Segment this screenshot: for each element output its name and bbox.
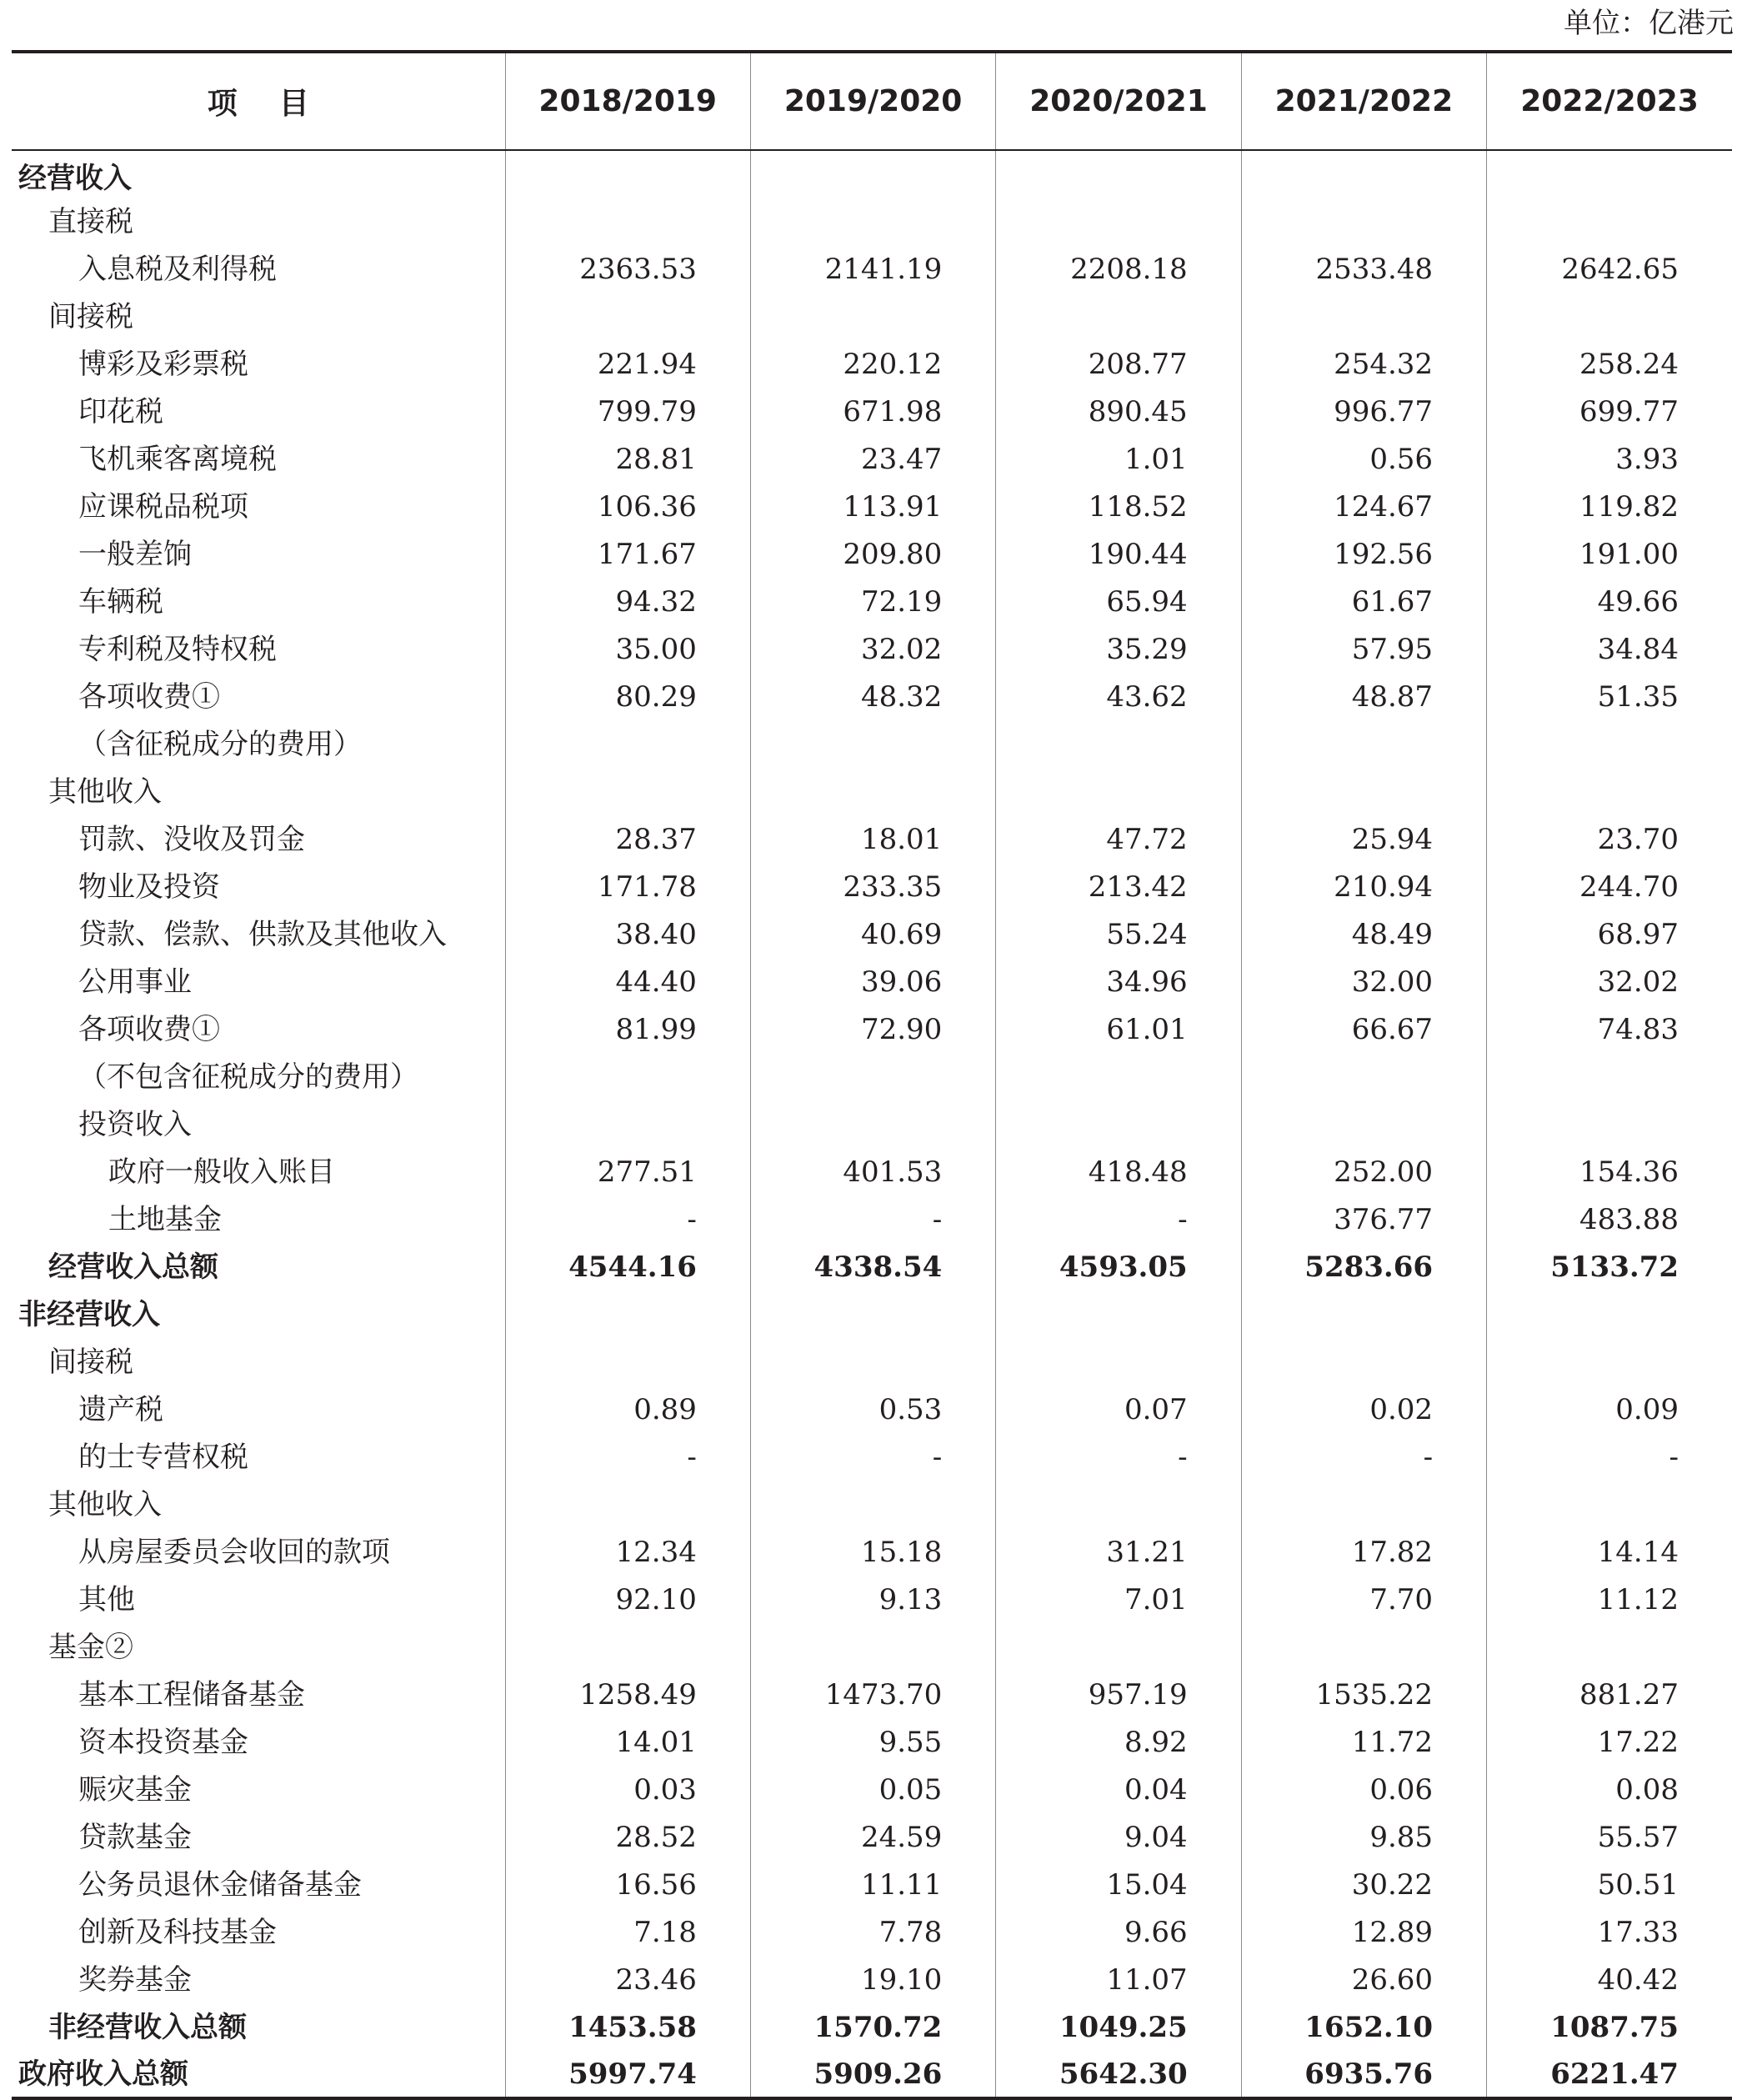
table-row xyxy=(12,578,1732,625)
value-cell: 2642.65 xyxy=(1487,245,1732,293)
value-cell: 35.29 xyxy=(996,625,1241,673)
value-cell: 208.77 xyxy=(996,340,1241,388)
table-row xyxy=(12,720,1732,768)
row-label: 入息税及利得税 xyxy=(78,252,277,286)
row-label: 非经营收入总额 xyxy=(48,2010,247,2044)
value-cell: 26.60 xyxy=(1241,1956,1486,2003)
value-cell: 1473.70 xyxy=(750,1671,995,1718)
value-cell: 32.02 xyxy=(750,625,995,673)
table-body xyxy=(12,150,1732,2098)
value-cell: 890.45 xyxy=(996,388,1241,435)
value-cell: 11.12 xyxy=(1487,1576,1732,1623)
value-cell xyxy=(1241,198,1486,245)
row-label: 各项收费① xyxy=(78,679,220,714)
value-cell: 5909.26 xyxy=(750,2051,995,2098)
row-label: 从房屋委员会收回的款项 xyxy=(78,1535,390,1569)
value-cell: 2208.18 xyxy=(996,245,1241,293)
value-cell: 1049.25 xyxy=(996,2003,1241,2051)
value-cell: 6221.47 xyxy=(1487,2051,1732,2098)
value-cell: 17.22 xyxy=(1487,1718,1732,1766)
value-cell: 19.10 xyxy=(750,1956,995,2003)
value-cell xyxy=(1241,1338,1486,1386)
value-cell xyxy=(1487,198,1732,245)
value-cell: 47.72 xyxy=(996,815,1241,863)
value-cell: 32.02 xyxy=(1487,958,1732,1005)
value-cell: 671.98 xyxy=(750,388,995,435)
value-cell: 210.94 xyxy=(1241,863,1486,910)
value-cell: 7.18 xyxy=(505,1908,750,1956)
value-cell xyxy=(1487,1481,1732,1528)
value-cell xyxy=(505,1338,750,1386)
value-cell: 190.44 xyxy=(996,530,1241,578)
value-cell: - xyxy=(505,1195,750,1243)
revenue-table xyxy=(12,50,1732,2100)
value-cell xyxy=(1487,1100,1732,1148)
value-cell: 2533.48 xyxy=(1241,245,1486,293)
value-cell xyxy=(1487,768,1732,815)
table-row xyxy=(12,1861,1732,1908)
value-cell: 11.11 xyxy=(750,1861,995,1908)
value-cell: 1087.75 xyxy=(1487,2003,1732,2051)
row-label: 的士专营权税 xyxy=(78,1440,248,1474)
value-cell xyxy=(505,293,750,340)
value-cell xyxy=(1241,1053,1486,1100)
table-row xyxy=(12,625,1732,673)
table-row xyxy=(12,1005,1732,1053)
table-header xyxy=(12,52,1732,150)
value-cell: - xyxy=(1241,1433,1486,1481)
value-cell xyxy=(1241,720,1486,768)
value-cell: 2141.19 xyxy=(750,245,995,293)
table-row xyxy=(12,150,1732,198)
row-label: 博彩及彩票税 xyxy=(78,347,248,381)
row-label: 其他收入 xyxy=(48,774,162,809)
value-cell xyxy=(1241,1100,1486,1148)
value-cell: 23.46 xyxy=(505,1956,750,2003)
value-cell xyxy=(996,1291,1241,1338)
value-cell: 1570.72 xyxy=(750,2003,995,2051)
value-cell: - xyxy=(750,1195,995,1243)
table-row xyxy=(12,1766,1732,1813)
value-cell xyxy=(1241,150,1486,198)
row-label: 罚款、没收及罚金 xyxy=(78,822,305,856)
value-cell: 92.10 xyxy=(505,1576,750,1623)
value-cell: 61.67 xyxy=(1241,578,1486,625)
value-cell: 48.49 xyxy=(1241,910,1486,958)
value-cell: 171.78 xyxy=(505,863,750,910)
value-cell: 50.51 xyxy=(1487,1861,1732,1908)
value-cell xyxy=(996,1053,1241,1100)
table-row xyxy=(12,815,1732,863)
value-cell xyxy=(750,1291,995,1338)
value-cell: 213.42 xyxy=(996,863,1241,910)
value-cell: 1258.49 xyxy=(505,1671,750,1718)
value-cell xyxy=(996,150,1241,198)
value-cell: 14.01 xyxy=(505,1718,750,1766)
value-cell: 15.04 xyxy=(996,1861,1241,1908)
value-cell: 119.82 xyxy=(1487,483,1732,530)
row-label: 车辆税 xyxy=(78,584,163,619)
value-cell xyxy=(996,720,1241,768)
row-label: 创新及科技基金 xyxy=(78,1915,277,1949)
table-row xyxy=(12,1908,1732,1956)
value-cell: 0.53 xyxy=(750,1386,995,1433)
value-cell: 12.34 xyxy=(505,1528,750,1576)
value-cell xyxy=(1487,720,1732,768)
row-label: 其他收入 xyxy=(48,1487,162,1521)
value-cell: 0.06 xyxy=(1241,1766,1486,1813)
value-cell: 68.97 xyxy=(1487,910,1732,958)
header-year: 2022/2023 xyxy=(1487,52,1732,150)
value-cell: 113.91 xyxy=(750,483,995,530)
value-cell: 14.14 xyxy=(1487,1528,1732,1576)
value-cell: 8.92 xyxy=(996,1718,1241,1766)
value-cell: 66.67 xyxy=(1241,1005,1486,1053)
value-cell: 0.05 xyxy=(750,1766,995,1813)
value-cell: 23.47 xyxy=(750,435,995,483)
value-cell: 5642.30 xyxy=(996,2051,1241,2098)
value-cell: 4338.54 xyxy=(750,1243,995,1291)
value-cell: 106.36 xyxy=(505,483,750,530)
value-cell: 51.35 xyxy=(1487,673,1732,720)
value-cell xyxy=(1487,1338,1732,1386)
value-cell: 32.00 xyxy=(1241,958,1486,1005)
table-row xyxy=(12,1291,1732,1338)
value-cell: 154.36 xyxy=(1487,1148,1732,1195)
table-row xyxy=(12,340,1732,388)
value-cell: 9.55 xyxy=(750,1718,995,1766)
table-row xyxy=(12,1623,1732,1671)
header-row xyxy=(12,52,1732,150)
row-label: 间接税 xyxy=(48,299,133,333)
value-cell: 40.42 xyxy=(1487,1956,1732,2003)
table-row xyxy=(12,1338,1732,1386)
value-cell: 39.06 xyxy=(750,958,995,1005)
value-cell: 3.93 xyxy=(1487,435,1732,483)
table-row xyxy=(12,1386,1732,1433)
value-cell: 483.88 xyxy=(1487,1195,1732,1243)
value-cell: 9.04 xyxy=(996,1813,1241,1861)
value-cell: 5283.66 xyxy=(1241,1243,1486,1291)
value-cell: 15.18 xyxy=(750,1528,995,1576)
row-label: 土地基金 xyxy=(108,1202,222,1236)
value-cell: 233.35 xyxy=(750,863,995,910)
value-cell: 376.77 xyxy=(1241,1195,1486,1243)
row-label: 各项收费① xyxy=(78,1012,220,1046)
value-cell: 16.56 xyxy=(505,1861,750,1908)
row-label: （不包含征税成分的费用） xyxy=(78,1060,418,1094)
table-row xyxy=(12,1956,1732,2003)
value-cell: - xyxy=(505,1433,750,1481)
value-cell: 11.72 xyxy=(1241,1718,1486,1766)
value-cell xyxy=(750,150,995,198)
table-row xyxy=(12,863,1732,910)
value-cell: 81.99 xyxy=(505,1005,750,1053)
value-cell: 881.27 xyxy=(1487,1671,1732,1718)
value-cell: 996.77 xyxy=(1241,388,1486,435)
value-cell: 2363.53 xyxy=(505,245,750,293)
row-label: 经营收入 xyxy=(18,162,132,195)
value-cell: 258.24 xyxy=(1487,340,1732,388)
value-cell: 34.84 xyxy=(1487,625,1732,673)
value-cell: 40.69 xyxy=(750,910,995,958)
value-cell: 55.57 xyxy=(1487,1813,1732,1861)
value-cell: 1652.10 xyxy=(1241,2003,1486,2051)
unit-label: 单位：亿港元 xyxy=(1564,7,1734,40)
row-label: 基本工程储备基金 xyxy=(78,1677,305,1712)
value-cell: 74.83 xyxy=(1487,1005,1732,1053)
value-cell: 48.32 xyxy=(750,673,995,720)
table-row xyxy=(12,768,1732,815)
value-cell: 191.00 xyxy=(1487,530,1732,578)
value-cell: 1453.58 xyxy=(505,2003,750,2051)
table-row xyxy=(12,1100,1732,1148)
value-cell: 61.01 xyxy=(996,1005,1241,1053)
value-cell: 44.40 xyxy=(505,958,750,1005)
row-label: 投资收入 xyxy=(78,1107,192,1141)
value-cell: 31.21 xyxy=(996,1528,1241,1576)
row-label: 公用事业 xyxy=(78,965,192,999)
value-cell xyxy=(505,1623,750,1671)
value-cell xyxy=(996,1338,1241,1386)
value-cell xyxy=(996,1623,1241,1671)
table-row xyxy=(12,1576,1732,1623)
value-cell: 699.77 xyxy=(1487,388,1732,435)
value-cell: 17.82 xyxy=(1241,1528,1486,1576)
value-cell xyxy=(505,768,750,815)
value-cell xyxy=(750,198,995,245)
table-row xyxy=(12,530,1732,578)
value-cell xyxy=(1241,1623,1486,1671)
table-row xyxy=(12,483,1732,530)
row-label: 政府收入总额 xyxy=(12,2051,505,2098)
value-cell xyxy=(996,1100,1241,1148)
value-cell: 0.89 xyxy=(505,1386,750,1433)
value-cell: 30.22 xyxy=(1241,1861,1486,1908)
value-cell: 43.62 xyxy=(996,673,1241,720)
table-row xyxy=(12,1433,1732,1481)
value-cell xyxy=(750,1481,995,1528)
header-year: 2018/2019 xyxy=(505,52,750,150)
value-cell: 171.67 xyxy=(505,530,750,578)
value-cell xyxy=(750,1623,995,1671)
value-cell: 401.53 xyxy=(750,1148,995,1195)
value-cell: 5133.72 xyxy=(1487,1243,1732,1291)
value-cell: 25.94 xyxy=(1241,815,1486,863)
value-cell: 0.04 xyxy=(996,1766,1241,1813)
value-cell xyxy=(1487,1291,1732,1338)
row-label: 公务员退休金储备基金 xyxy=(78,1867,362,1902)
value-cell: 23.70 xyxy=(1487,815,1732,863)
value-cell: 277.51 xyxy=(505,1148,750,1195)
value-cell: 244.70 xyxy=(1487,863,1732,910)
value-cell: 6935.76 xyxy=(1241,2051,1486,2098)
value-cell: 35.00 xyxy=(505,625,750,673)
value-cell: 418.48 xyxy=(996,1148,1241,1195)
value-cell xyxy=(505,1100,750,1148)
table-row xyxy=(12,1243,1732,1291)
value-cell: 252.00 xyxy=(1241,1148,1486,1195)
value-cell xyxy=(750,1053,995,1100)
value-cell xyxy=(1487,293,1732,340)
value-cell: 0.02 xyxy=(1241,1386,1486,1433)
value-cell: 192.56 xyxy=(1241,530,1486,578)
value-cell: 0.56 xyxy=(1241,435,1486,483)
value-cell: 0.09 xyxy=(1487,1386,1732,1433)
value-cell xyxy=(505,198,750,245)
row-label: 贷款基金 xyxy=(78,1820,192,1854)
value-cell: 11.07 xyxy=(996,1956,1241,2003)
table-row xyxy=(12,1813,1732,1861)
value-cell xyxy=(1241,293,1486,340)
value-cell: 28.81 xyxy=(505,435,750,483)
table-row xyxy=(12,1053,1732,1100)
value-cell: - xyxy=(996,1195,1241,1243)
value-cell xyxy=(996,1481,1241,1528)
table-row xyxy=(12,245,1732,293)
row-label: 基金② xyxy=(48,1630,133,1664)
value-cell xyxy=(1241,768,1486,815)
row-label: 奖券基金 xyxy=(78,1962,192,1997)
table-row xyxy=(12,958,1732,1005)
value-cell: 28.52 xyxy=(505,1813,750,1861)
row-label: 资本投资基金 xyxy=(78,1725,248,1759)
table-row xyxy=(12,2003,1732,2051)
value-cell: 57.95 xyxy=(1241,625,1486,673)
value-cell xyxy=(505,150,750,198)
value-cell xyxy=(750,768,995,815)
row-label: 一般差饷 xyxy=(78,537,192,571)
table-row xyxy=(12,198,1732,245)
table-row xyxy=(12,910,1732,958)
table-row xyxy=(12,1195,1732,1243)
value-cell: 4593.05 xyxy=(996,1243,1241,1291)
value-cell: 72.90 xyxy=(750,1005,995,1053)
row-label: （含征税成分的费用） xyxy=(78,727,362,761)
value-cell xyxy=(1487,150,1732,198)
value-cell: 49.66 xyxy=(1487,578,1732,625)
row-label: 政府一般收入账目 xyxy=(108,1155,335,1189)
row-label: 间接税 xyxy=(48,1345,133,1379)
table-row xyxy=(12,1481,1732,1528)
value-cell: 80.29 xyxy=(505,673,750,720)
value-cell: - xyxy=(1487,1433,1732,1481)
value-cell: 254.32 xyxy=(1241,340,1486,388)
value-cell: 48.87 xyxy=(1241,673,1486,720)
row-label: 贷款、偿款、供款及其他收入 xyxy=(78,917,447,951)
table-row xyxy=(12,293,1732,340)
value-cell: 24.59 xyxy=(750,1813,995,1861)
table-row xyxy=(12,435,1732,483)
value-cell xyxy=(1487,1053,1732,1100)
value-cell: 0.07 xyxy=(996,1386,1241,1433)
value-cell: 7.70 xyxy=(1241,1576,1486,1623)
value-cell: 957.19 xyxy=(996,1671,1241,1718)
value-cell xyxy=(505,1053,750,1100)
row-label: 印花税 xyxy=(78,394,163,429)
header-year: 2021/2022 xyxy=(1241,52,1486,150)
table-row xyxy=(12,673,1732,720)
value-cell xyxy=(505,1481,750,1528)
value-cell: 55.24 xyxy=(996,910,1241,958)
table-row xyxy=(12,1671,1732,1718)
value-cell: 1535.22 xyxy=(1241,1671,1486,1718)
value-cell: 0.08 xyxy=(1487,1766,1732,1813)
table-row xyxy=(12,1148,1732,1195)
row-label: 其他 xyxy=(78,1582,135,1616)
value-cell xyxy=(1241,1291,1486,1338)
value-cell: 9.13 xyxy=(750,1576,995,1623)
value-cell: 28.37 xyxy=(505,815,750,863)
value-cell xyxy=(505,1291,750,1338)
row-label: 遗产税 xyxy=(78,1392,163,1426)
value-cell: 9.85 xyxy=(1241,1813,1486,1861)
row-label: 专利税及特权税 xyxy=(78,632,277,666)
value-cell: 12.89 xyxy=(1241,1908,1486,1956)
value-cell xyxy=(750,1100,995,1148)
value-cell: 34.96 xyxy=(996,958,1241,1005)
value-cell: 220.12 xyxy=(750,340,995,388)
value-cell xyxy=(1487,1623,1732,1671)
value-cell xyxy=(996,768,1241,815)
table-row xyxy=(12,2051,1732,2098)
value-cell: 0.03 xyxy=(505,1766,750,1813)
value-cell xyxy=(750,720,995,768)
value-cell xyxy=(505,720,750,768)
value-cell: 17.33 xyxy=(1487,1908,1732,1956)
value-cell xyxy=(750,1338,995,1386)
value-cell: - xyxy=(750,1433,995,1481)
row-label: 非经营收入 xyxy=(18,1297,160,1331)
table-row xyxy=(12,1528,1732,1576)
value-cell: 118.52 xyxy=(996,483,1241,530)
value-cell: 7.78 xyxy=(750,1908,995,1956)
value-cell: 5997.74 xyxy=(505,2051,750,2098)
value-cell xyxy=(750,293,995,340)
row-label: 经营收入总额 xyxy=(48,1250,218,1284)
value-cell: - xyxy=(996,1433,1241,1481)
value-cell: 124.67 xyxy=(1241,483,1486,530)
value-cell: 799.79 xyxy=(505,388,750,435)
value-cell: 1.01 xyxy=(996,435,1241,483)
value-cell xyxy=(996,293,1241,340)
value-cell: 9.66 xyxy=(996,1908,1241,1956)
value-cell: 72.19 xyxy=(750,578,995,625)
row-label: 赈灾基金 xyxy=(78,1772,192,1807)
row-label: 应课税品税项 xyxy=(78,489,248,524)
value-cell xyxy=(996,198,1241,245)
table-row xyxy=(12,388,1732,435)
table-row xyxy=(12,1718,1732,1766)
header-year: 2020/2021 xyxy=(996,52,1241,150)
header-item: 项目 xyxy=(12,52,505,150)
value-cell: 94.32 xyxy=(505,578,750,625)
value-cell: 65.94 xyxy=(996,578,1241,625)
value-cell xyxy=(1241,1481,1486,1528)
value-cell: 7.01 xyxy=(996,1576,1241,1623)
value-cell: 4544.16 xyxy=(505,1243,750,1291)
value-cell: 38.40 xyxy=(505,910,750,958)
value-cell: 221.94 xyxy=(505,340,750,388)
row-label: 飞机乘客离境税 xyxy=(78,442,277,476)
row-label: 直接税 xyxy=(48,204,133,238)
value-cell: 18.01 xyxy=(750,815,995,863)
value-cell: 209.80 xyxy=(750,530,995,578)
row-label: 物业及投资 xyxy=(78,870,220,904)
header-year: 2019/2020 xyxy=(750,52,995,150)
